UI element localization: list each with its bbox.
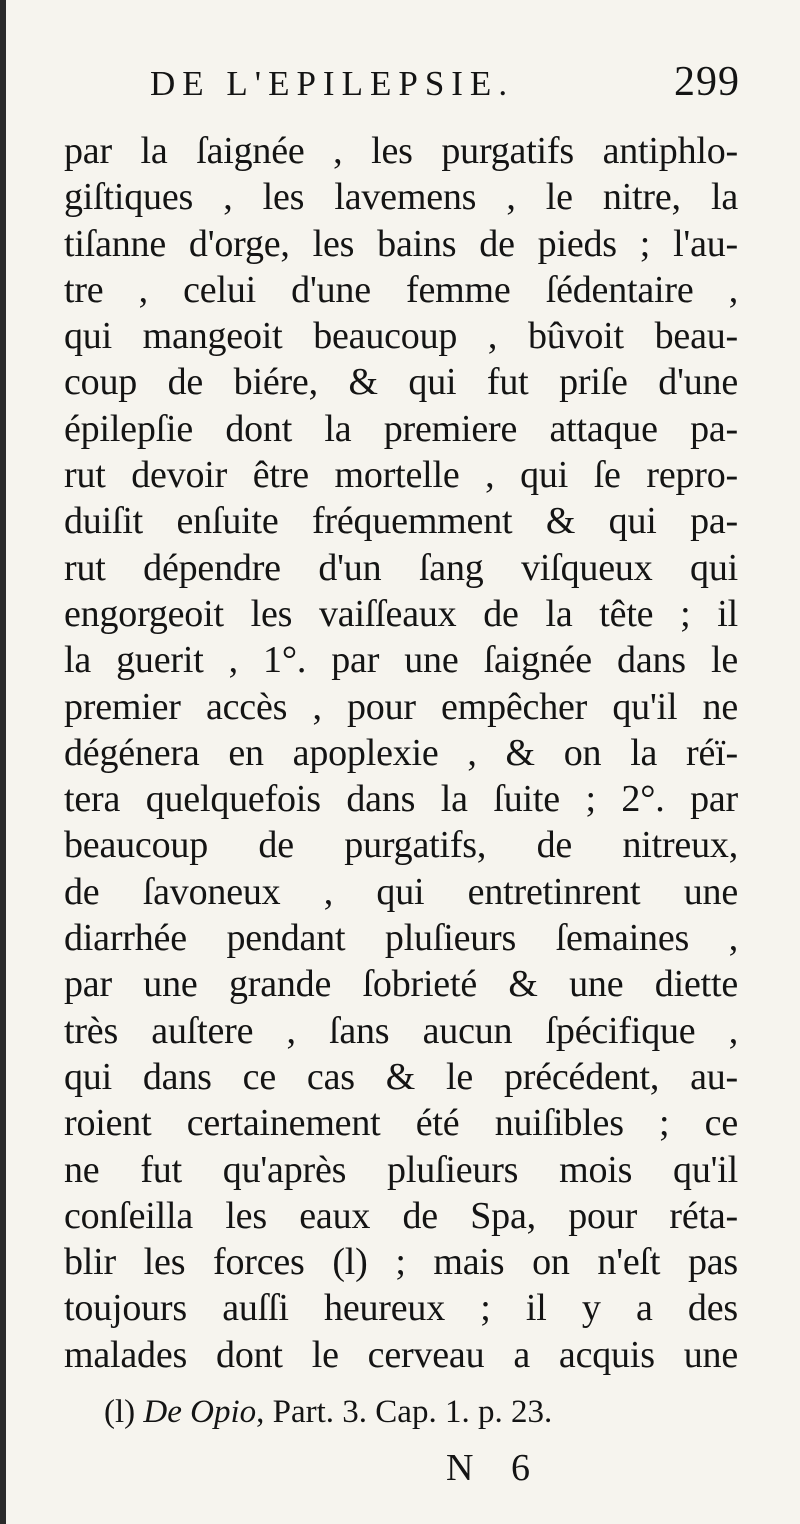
text-line: par une grande ſobrieté & une diette [64, 963, 738, 1006]
text-line: premier accès , pour empêcher qu'il ne [64, 685, 738, 728]
running-title: DE L'EPILEPSIE. [150, 64, 515, 103]
text-line: de ſavoneux , qui entretinrent une [64, 870, 738, 913]
text-line: beaucoup de purgatifs, de nitreux, [64, 824, 738, 867]
text-line: tera quelquefois dans la ſuite ; 2°. par [64, 778, 738, 821]
text-line: duiſit enſuite fréquemment & qui pa- [64, 500, 738, 543]
text-line: très auſtere , ſans aucun ſpécifique , [64, 1009, 738, 1052]
text-line: rut dépendre d'un ſang viſqueux qui [64, 546, 738, 589]
footnote-reference: , Part. 3. Cap. 1. p. 23. [256, 1394, 553, 1430]
page-edge-shadow [0, 0, 6, 1524]
text-line: qui mangeoit beaucoup , bûvoit beau- [64, 315, 738, 358]
text-line: dégénera en apoplexie , & on la réï- [64, 731, 738, 774]
text-line: tre , celui d'une femme ſédentaire , [64, 268, 738, 311]
page-number: 299 [674, 59, 740, 105]
page-header [60, 58, 740, 118]
text-line: ne fut qu'après pluſieurs mois qu'il [64, 1148, 738, 1191]
text-line: coup de biére, & qui fut priſe d'une [64, 361, 738, 404]
text-line: giſtiques , les lavemens , le nitre, la [64, 176, 738, 219]
text-line: diarrhée pendant pluſieurs ſemaines , [64, 917, 738, 960]
text-line: épilepſie dont la premiere attaque pa- [64, 407, 738, 450]
footnote [104, 1392, 704, 1432]
text-line: roient certainement été nuiſibles ; ce [64, 1102, 738, 1145]
text-line: par la ſaignée , les purgatifs antiphlo- [64, 130, 738, 172]
text-line: toujours auſſi heureux ; il y a des [64, 1287, 738, 1330]
footnote-marker: (l) [104, 1394, 136, 1430]
body-text [64, 128, 738, 1378]
text-line: rut devoir être mortelle , qui ſe repro- [64, 454, 738, 497]
text-line: blir les forces (l) ; mais on n'eſt pas [64, 1241, 738, 1284]
signature-mark: N 6 [446, 1447, 544, 1489]
text-line: conſeilla les eaux de Spa, pour réta- [64, 1194, 738, 1237]
text-line: engorgeoit les vaiſſeaux de la tête ; il [64, 592, 738, 635]
text-line: la guerit , 1°. par une ſaignée dans le [64, 639, 738, 682]
text-line: qui dans ce cas & le précédent, au- [64, 1055, 738, 1098]
text-line: tiſanne d'orge, les bains de pieds ; l'au- [64, 222, 738, 265]
footnote-source: De Opio [143, 1394, 257, 1430]
text-line: malades dont le cerveau a acquis une [64, 1333, 738, 1376]
